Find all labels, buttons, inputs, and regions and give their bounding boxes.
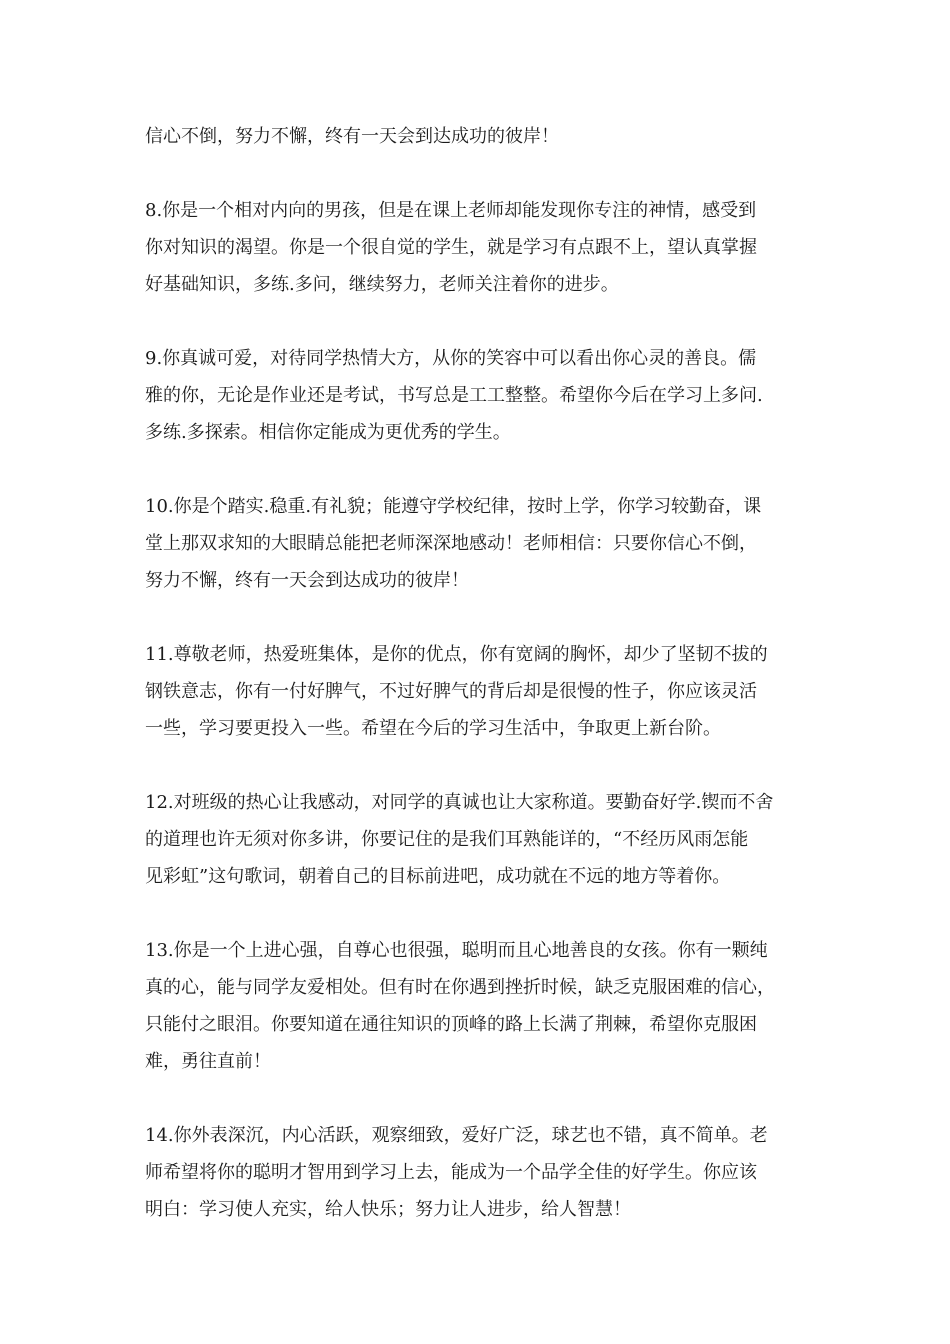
text-line: 钢铁意志，你有一付好脾气，不过好脾气的背后却是很慢的性子，你应该灵活 — [145, 681, 757, 702]
text-line: 一些，学习要更投入一些。希望在今后的学习生活中，争取更上新台阶。 — [145, 718, 721, 739]
text-line: 9.你真诚可爱，对待同学热情大方，从你的笑容中可以看出你心灵的善良。儒 — [145, 348, 757, 369]
text-line: 13.你是一个上进心强，自尊心也很强，聪明而且心地善良的女孩。你有一颗纯 — [145, 940, 768, 961]
paragraph — [145, 118, 817, 155]
text-line: 堂上那双求知的大眼睛总能把老师深深地感动！老师相信：只要你信心不倒， — [145, 533, 757, 554]
text-line: 只能付之眼泪。你要知道在通往知识的顶峰的路上长满了荆棘，希望你克服困 — [145, 1014, 757, 1035]
paragraph — [145, 932, 817, 1080]
paragraph — [145, 636, 817, 747]
text-line: 见彩虹”这句歌词，朝着自己的目标前进吧，成功就在不远的地方等着你。 — [145, 866, 731, 887]
paragraph — [145, 340, 817, 451]
text-line: 12.对班级的热心让我感动，对同学的真诚也让大家称道。要勤奋好学.锲而不舍 — [145, 792, 774, 813]
paragraph — [145, 784, 817, 895]
text-line: 师希望将你的聪明才智用到学习上去，能成为一个品学全佳的好学生。你应该 — [145, 1162, 757, 1183]
document-body — [145, 118, 817, 1265]
text-line: 难，勇往直前！ — [145, 1051, 271, 1072]
paragraph — [145, 1117, 817, 1228]
text-line: 多练.多探索。相信你定能成为更优秀的学生。 — [145, 422, 511, 443]
text-line: 信心不倒，努力不懈，终有一天会到达成功的彼岸！ — [145, 126, 559, 147]
text-line: 10.你是个踏实.稳重.有礼貌；能遵守学校纪律，按时上学，你学习较勤奋，课 — [145, 496, 762, 517]
text-line: 11.尊敬老师，热爱班集体，是你的优点，你有宽阔的胸怀，却少了坚韧不拔的 — [145, 644, 768, 665]
text-line: 14.你外表深沉，内心活跃，观察细致，爱好广泛，球艺也不错，真不简单。老 — [145, 1125, 768, 1146]
text-line: 8.你是一个相对内向的男孩，但是在课上老师却能发现你专注的神情，感受到 — [145, 200, 757, 221]
text-line: 好基础知识，多练.多问，继续努力，老师关注着你的进步。 — [145, 274, 619, 295]
text-line: 雅的你，无论是作业还是考试，书写总是工工整整。希望你今后在学习上多问. — [145, 385, 763, 406]
text-line: 真的心，能与同学友爱相处。但有时在你遇到挫折时候，缺乏克服困难的信心， — [145, 977, 775, 998]
text-line: 你对知识的渴望。你是一个很自觉的学生，就是学习有点跟不上，望认真掌握 — [145, 237, 757, 258]
text-line: 明白：学习使人充实，给人快乐；努力让人进步，给人智慧！ — [145, 1199, 631, 1220]
paragraph — [145, 192, 817, 303]
paragraph — [145, 488, 817, 599]
text-line: 努力不懈，终有一天会到达成功的彼岸！ — [145, 570, 469, 591]
text-line: 的道理也许无须对你多讲，你要记住的是我们耳熟能详的，“不经历风雨怎能 — [145, 829, 749, 850]
